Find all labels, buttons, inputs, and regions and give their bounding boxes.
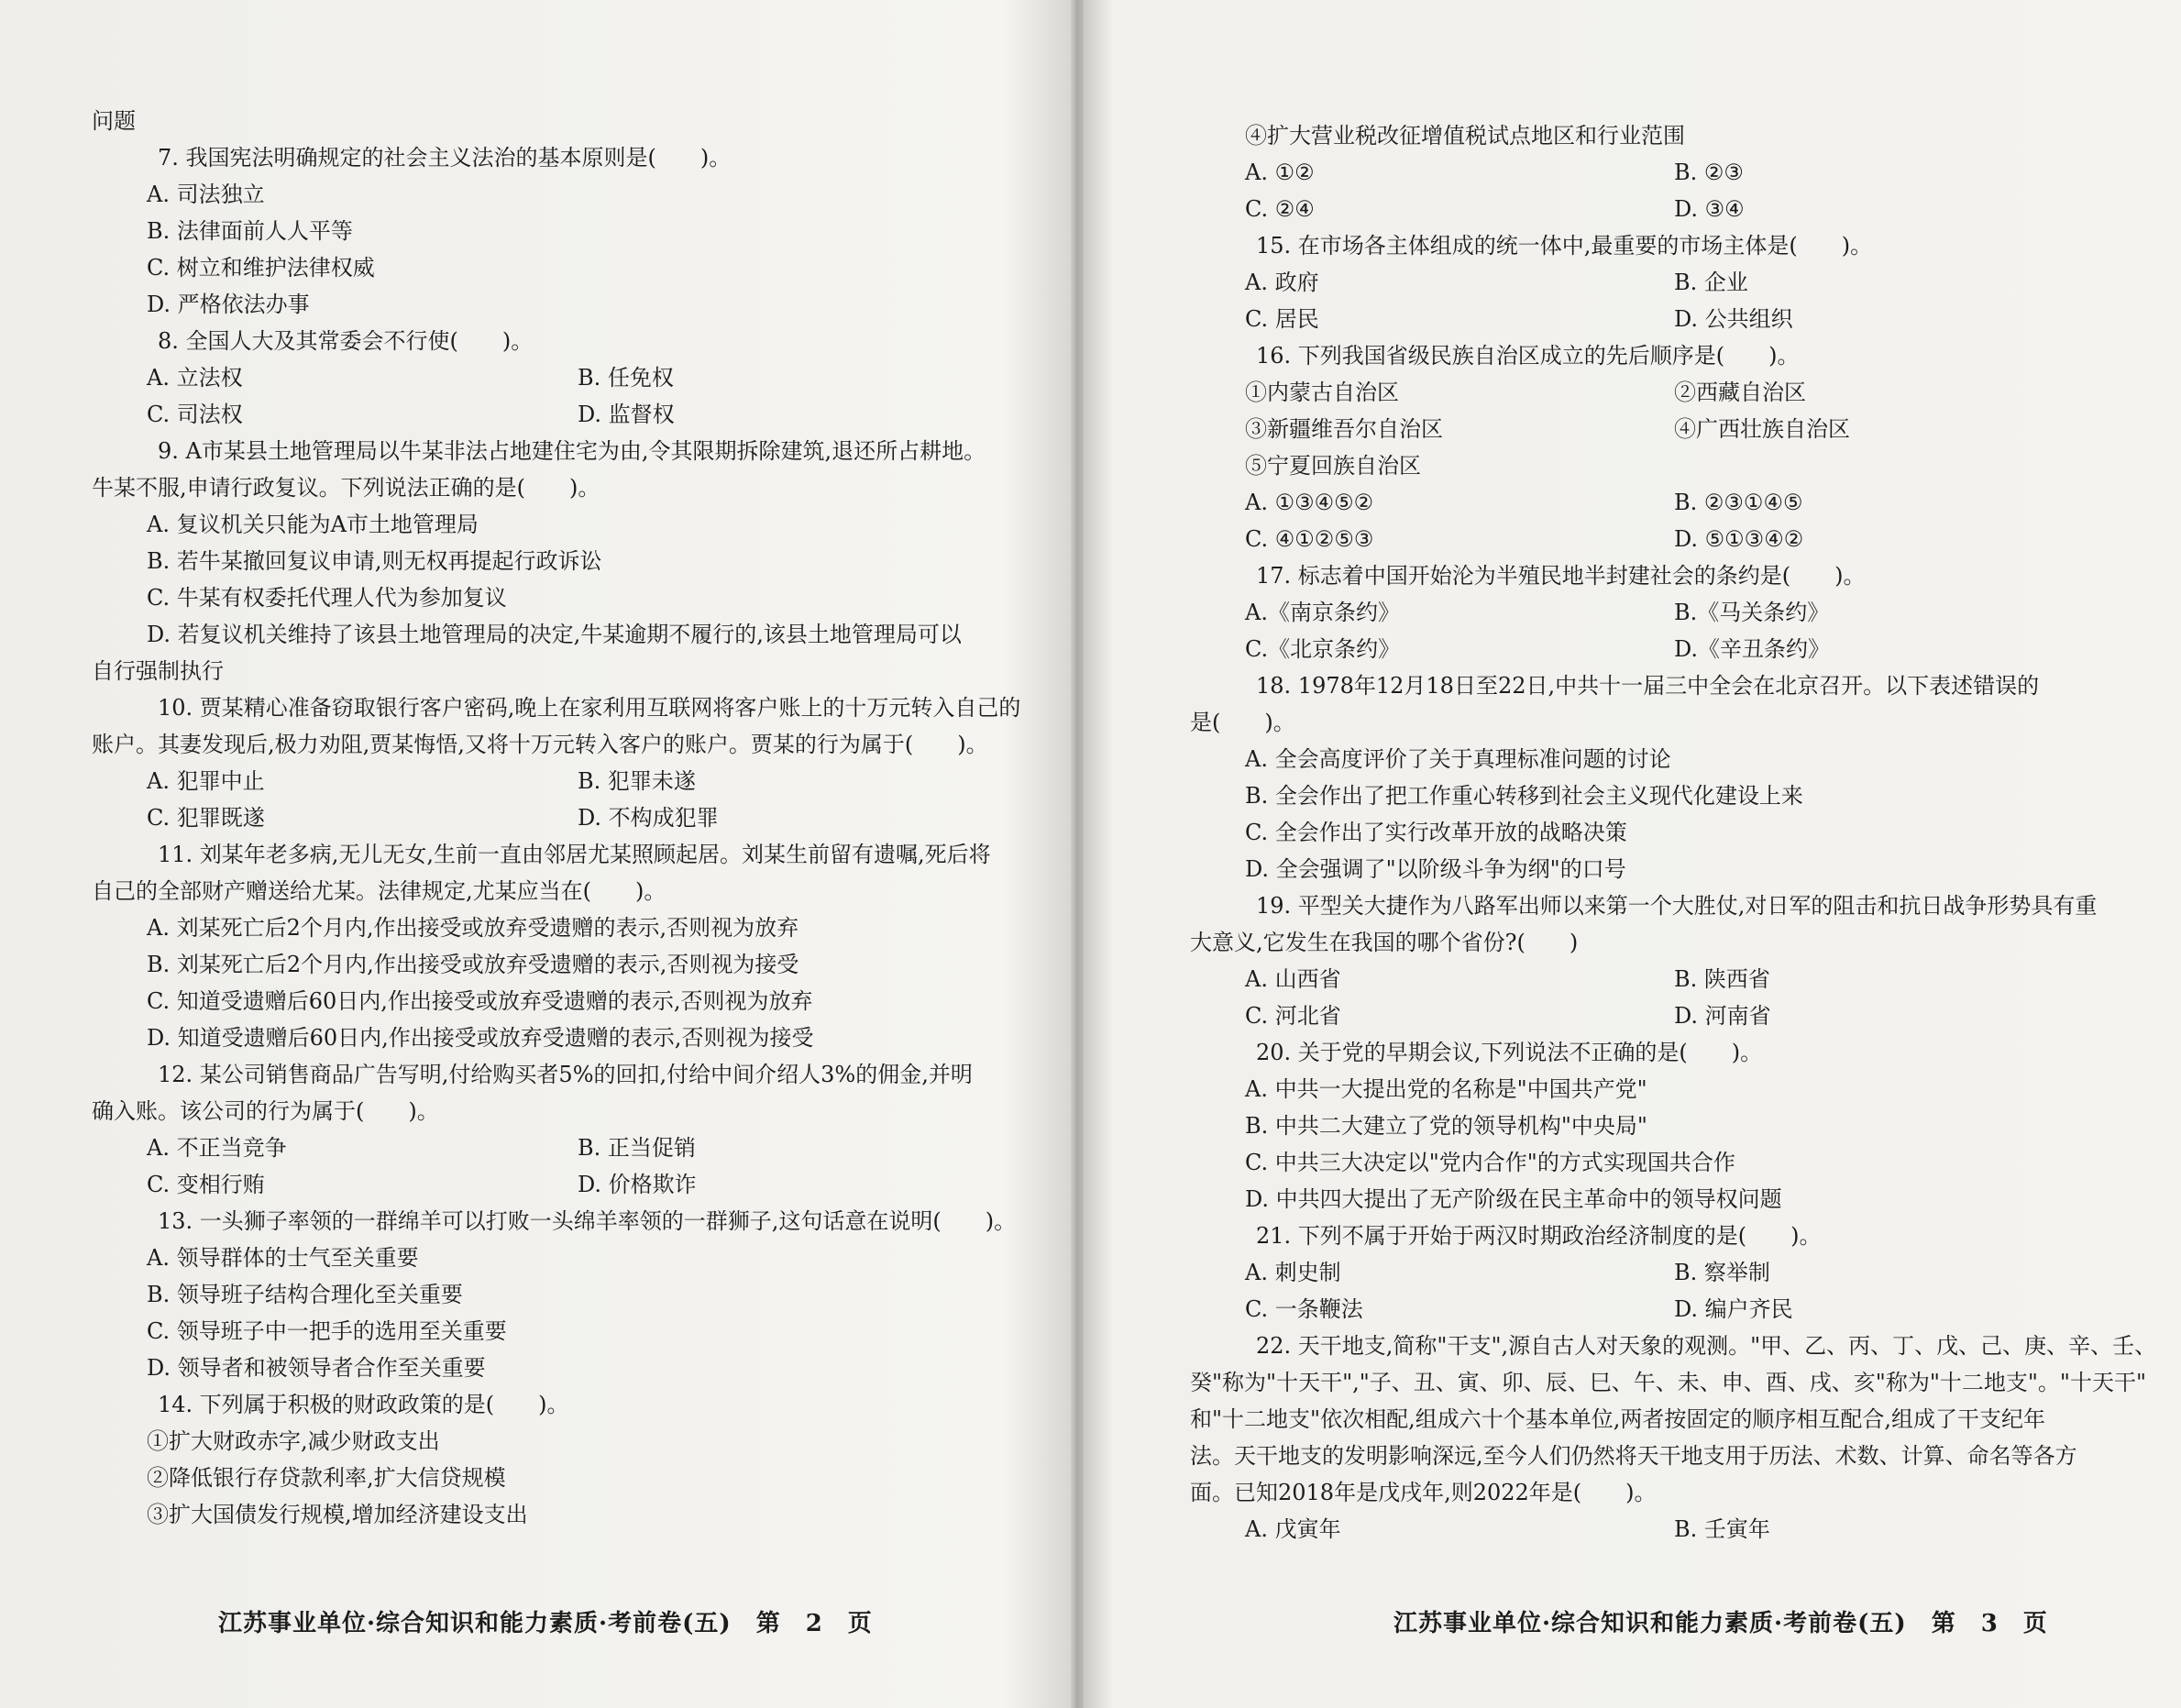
text-line: D. 严格依法办事 <box>147 292 310 317</box>
text-line: A. 司法独立 <box>147 182 265 207</box>
option-text: A. 不正当竞争 <box>147 1135 287 1161</box>
left-page <box>0 0 1073 1708</box>
text-line: D. 全会强调了"以阶级斗争为纲"的口号 <box>1245 856 1626 882</box>
option-text: D. 编户齐民 <box>1674 1296 1793 1322</box>
question-stem: 12. 某公司销售商品广告写明,付给购买者5%的回扣,付给中间介绍人3%的佣金,并明 <box>158 1062 973 1087</box>
option-text: C.《北京条约》 <box>1245 636 1401 662</box>
text-line: B. 全会作出了把工作重心转移到社会主义现代化建设上来 <box>1245 783 1803 809</box>
text-line: ④扩大营业税改征增值税试点地区和行业范围 <box>1245 123 1685 149</box>
question-stem: 21. 下列不属于开始于两汉时期政治经济制度的是( )。 <box>1256 1223 1822 1249</box>
left-page-footer: 江苏事业单位·综合知识和能力素质·考前卷(五) 第 2 页 <box>218 1610 873 1637</box>
text-line: 牛某不服,申请行政复议。下列说法正确的是( )。 <box>92 475 600 501</box>
option-text: ①内蒙古自治区 <box>1245 380 1399 405</box>
option-row <box>1190 1291 2153 1328</box>
option-text: ②西藏自治区 <box>1674 380 1806 405</box>
question-stem: 22. 天干地支,简称"干支",源自古人对天象的观测。"甲、乙、丙、丁、戊、己、庚、辛、壬、 <box>1256 1333 2157 1359</box>
text-line: 面。已知2018年是戊戌年,则2022年是( )。 <box>1190 1480 1657 1505</box>
text-line: 自行强制执行 <box>92 658 224 684</box>
option-text: B. 正当促销 <box>578 1135 696 1161</box>
option-text: D. 公共组织 <box>1674 306 1793 332</box>
option-text: D. 监督权 <box>578 402 675 427</box>
text-line: A. 全会高度评价了关于真理标准问题的讨论 <box>1245 746 1671 772</box>
text-line: C. 全会作出了实行改革开放的战略决策 <box>1245 820 1627 845</box>
option-text: A. 刺史制 <box>1245 1260 1341 1285</box>
option-row <box>1190 301 2153 337</box>
question-stem: 18. 1978年12月18日至22日,中共十一届三中全会在北京召开。以下表述错误的 <box>1256 673 2040 699</box>
text-line: 是( )。 <box>1190 710 1295 735</box>
text-line: A. 复议机关只能为A市土地管理局 <box>147 512 479 537</box>
option-row <box>1190 1511 2153 1548</box>
option-text: C. 犯罪既遂 <box>147 805 265 831</box>
option-row <box>1190 484 2153 521</box>
option-text: C. 居民 <box>1245 306 1319 332</box>
text-line: ①扩大财政赤字,减少财政支出 <box>147 1428 440 1454</box>
question-stem: 14. 下列属于积极的财政政策的是( )。 <box>158 1392 569 1417</box>
question-stem: 7. 我国宪法明确规定的社会主义法治的基本原则是( )。 <box>158 145 732 171</box>
option-text: A. 山西省 <box>1245 966 1341 992</box>
option-text: C. 变相行贿 <box>147 1172 265 1197</box>
text-line: ③扩大国债发行规模,增加经济建设支出 <box>147 1502 528 1527</box>
question-stem: 16. 下列我国省级民族自治区成立的先后顺序是( )。 <box>1256 343 1800 369</box>
option-text: A.《南京条约》 <box>1245 600 1400 625</box>
option-text: A. 戊寅年 <box>1245 1516 1341 1542</box>
option-text: ③新疆维吾尔自治区 <box>1245 416 1443 442</box>
text-line: C. 领导班子中一把手的选用至关重要 <box>147 1318 507 1344</box>
text-line: ⑤宁夏回族自治区 <box>1245 453 1421 479</box>
option-text: D. 价格欺诈 <box>578 1172 697 1197</box>
text-line: 癸"称为"十天干","子、丑、寅、卯、辰、巳、午、未、申、酉、戌、亥"称为"十二地支"。"十天干" <box>1190 1370 2146 1395</box>
text-line: D. 知道受遗赠后60日内,作出接受或放弃受遗赠的表示,否则视为接受 <box>147 1025 814 1051</box>
option-row <box>1190 191 2153 227</box>
text-line: B. 刘某死亡后2个月内,作出接受或放弃受遗赠的表示,否则视为接受 <box>147 952 799 977</box>
text-line: B. 法律面前人人平等 <box>147 218 353 244</box>
right-page <box>1082 0 2181 1708</box>
option-row <box>92 763 1019 799</box>
option-row <box>92 799 1019 836</box>
text-line: 账户。其妻发现后,极力劝阻,贾某悔悟,又将十万元转入客户的账户。贾某的行为属于( )。 <box>92 732 988 757</box>
option-row <box>1190 264 2153 301</box>
text-line: D. 若复议机关维持了该县土地管理局的决定,牛某逾期不履行的,该县土地管理局可以 <box>147 622 962 647</box>
text-line: B. 领导班子结构合理化至关重要 <box>147 1282 463 1307</box>
text-line: B. 若牛某撤回复议申请,则无权再提起行政诉讼 <box>147 548 602 574</box>
question-stem: 13. 一头狮子率领的一群绵羊可以打败一头绵羊率领的一群狮子,这句话意在说明( )。 <box>158 1208 1017 1234</box>
option-row <box>1190 374 2153 411</box>
option-text: D. 不构成犯罪 <box>578 805 719 831</box>
option-row <box>92 1129 1019 1166</box>
option-text: C. ④①②⑤③ <box>1245 526 1374 552</box>
question-stem: 19. 平型关大捷作为八路军出师以来第一个大胜仗,对日军的阻击和抗日战争形势具有重 <box>1256 893 2098 919</box>
question-stem: 17. 标志着中国开始沦为半殖民地半封建社会的条约是( )。 <box>1256 563 1866 589</box>
option-text: B. ②③①④⑤ <box>1674 490 1803 515</box>
option-row <box>1190 961 2153 997</box>
text-line: A. 刘某死亡后2个月内,作出接受或放弃受遗赠的表示,否则视为放弃 <box>147 915 799 941</box>
question-stem: 9. A市某县土地管理局以牛某非法占地建住宅为由,令其限期拆除建筑,退还所占耕地。 <box>158 438 986 464</box>
text-line: 问题 <box>92 108 136 134</box>
option-row <box>1190 631 2153 667</box>
option-text: C. ②④ <box>1245 196 1315 222</box>
option-row <box>92 1166 1019 1203</box>
option-text: C. 河北省 <box>1245 1003 1341 1029</box>
option-row <box>92 396 1019 433</box>
option-text: C. 一条鞭法 <box>1245 1296 1363 1322</box>
option-text: B. 犯罪未遂 <box>578 768 696 794</box>
option-text: ④广西壮族自治区 <box>1674 416 1850 442</box>
option-row <box>1190 411 2153 447</box>
option-row <box>1190 594 2153 631</box>
option-text: A. 政府 <box>1245 270 1319 295</box>
option-text: B.《马关条约》 <box>1674 600 1830 625</box>
option-text: B. ②③ <box>1674 160 1744 185</box>
option-text: B. 壬寅年 <box>1674 1516 1770 1542</box>
option-text: C. 司法权 <box>147 402 243 427</box>
option-row <box>1190 997 2153 1034</box>
option-row <box>1190 1254 2153 1291</box>
option-text: B. 察举制 <box>1674 1260 1770 1285</box>
option-text: D. ③④ <box>1674 196 1745 222</box>
text-line: B. 中共二大建立了党的领导机构"中央局" <box>1245 1113 1647 1139</box>
question-stem: 8. 全国人大及其常委会不行使( )。 <box>158 328 534 354</box>
text-line: C. 知道受遗赠后60日内,作出接受或放弃受遗赠的表示,否则视为放弃 <box>147 988 813 1014</box>
text-line: C. 中共三大决定以"党内合作"的方式实现国共合作 <box>1245 1150 1735 1175</box>
option-text: A. ①③④⑤② <box>1245 490 1374 515</box>
text-line: 确入账。该公司的行为属于( )。 <box>92 1098 439 1124</box>
text-line: 和"十二地支"依次相配,组成六十个基本单位,两者按固定的顺序相互配合,组成了干支纪年 <box>1190 1406 2045 1432</box>
question-stem: 20. 关于党的早期会议,下列说法不正确的是( )。 <box>1256 1040 1763 1065</box>
option-text: B. 任免权 <box>578 365 674 391</box>
text-line: C. 牛某有权委托代理人代为参加复议 <box>147 585 507 611</box>
question-stem: 11. 刘某年老多病,无儿无女,生前一直由邻居尤某照顾起居。刘某生前留有遗嘱,死后将 <box>158 842 991 867</box>
right-page-footer: 江苏事业单位·综合知识和能力素质·考前卷(五) 第 3 页 <box>1393 1610 2048 1637</box>
option-row <box>1190 521 2153 557</box>
text-line: C. 树立和维护法律权威 <box>147 255 375 281</box>
option-text: A. 犯罪中止 <box>147 768 265 794</box>
text-line: D. 领导者和被领导者合作至关重要 <box>147 1355 486 1381</box>
text-line: A. 领导群体的士气至关重要 <box>147 1245 419 1271</box>
question-stem: 15. 在市场各主体组成的统一体中,最重要的市场主体是( )。 <box>1256 233 1873 259</box>
right-page-questions <box>1190 117 2157 1548</box>
text-line: ②降低银行存贷款利率,扩大信贷规模 <box>147 1465 506 1491</box>
text-line: 自己的全部财产赠送给尤某。法律规定,尤某应当在( )。 <box>92 878 666 904</box>
option-text: A. ①② <box>1245 160 1315 185</box>
option-row <box>1190 154 2153 191</box>
text-line: D. 中共四大提出了无产阶级在民主革命中的领导权问题 <box>1245 1186 1782 1212</box>
question-stem: 10. 贾某精心准备窃取银行客户密码,晚上在家利用互联网将客户账上的十万元转入自己的 <box>158 695 1021 721</box>
option-text: A. 立法权 <box>147 365 243 391</box>
text-line: 大意义,它发生在我国的哪个省份?( ) <box>1190 930 1579 955</box>
text-line: A. 中共一大提出党的名称是"中国共产党" <box>1245 1076 1647 1102</box>
option-row <box>92 359 1019 396</box>
option-text: B. 企业 <box>1674 270 1748 295</box>
option-text: D.《辛丑条约》 <box>1674 636 1831 662</box>
text-line: 法。天干地支的发明影响深远,至今人们仍然将天干地支用于历法、术数、计算、命名等各方 <box>1190 1443 2077 1469</box>
option-text: D. ⑤①③④② <box>1674 526 1804 552</box>
option-text: D. 河南省 <box>1674 1003 1771 1029</box>
option-text: B. 陕西省 <box>1674 966 1770 992</box>
left-page-questions <box>92 103 1019 1533</box>
